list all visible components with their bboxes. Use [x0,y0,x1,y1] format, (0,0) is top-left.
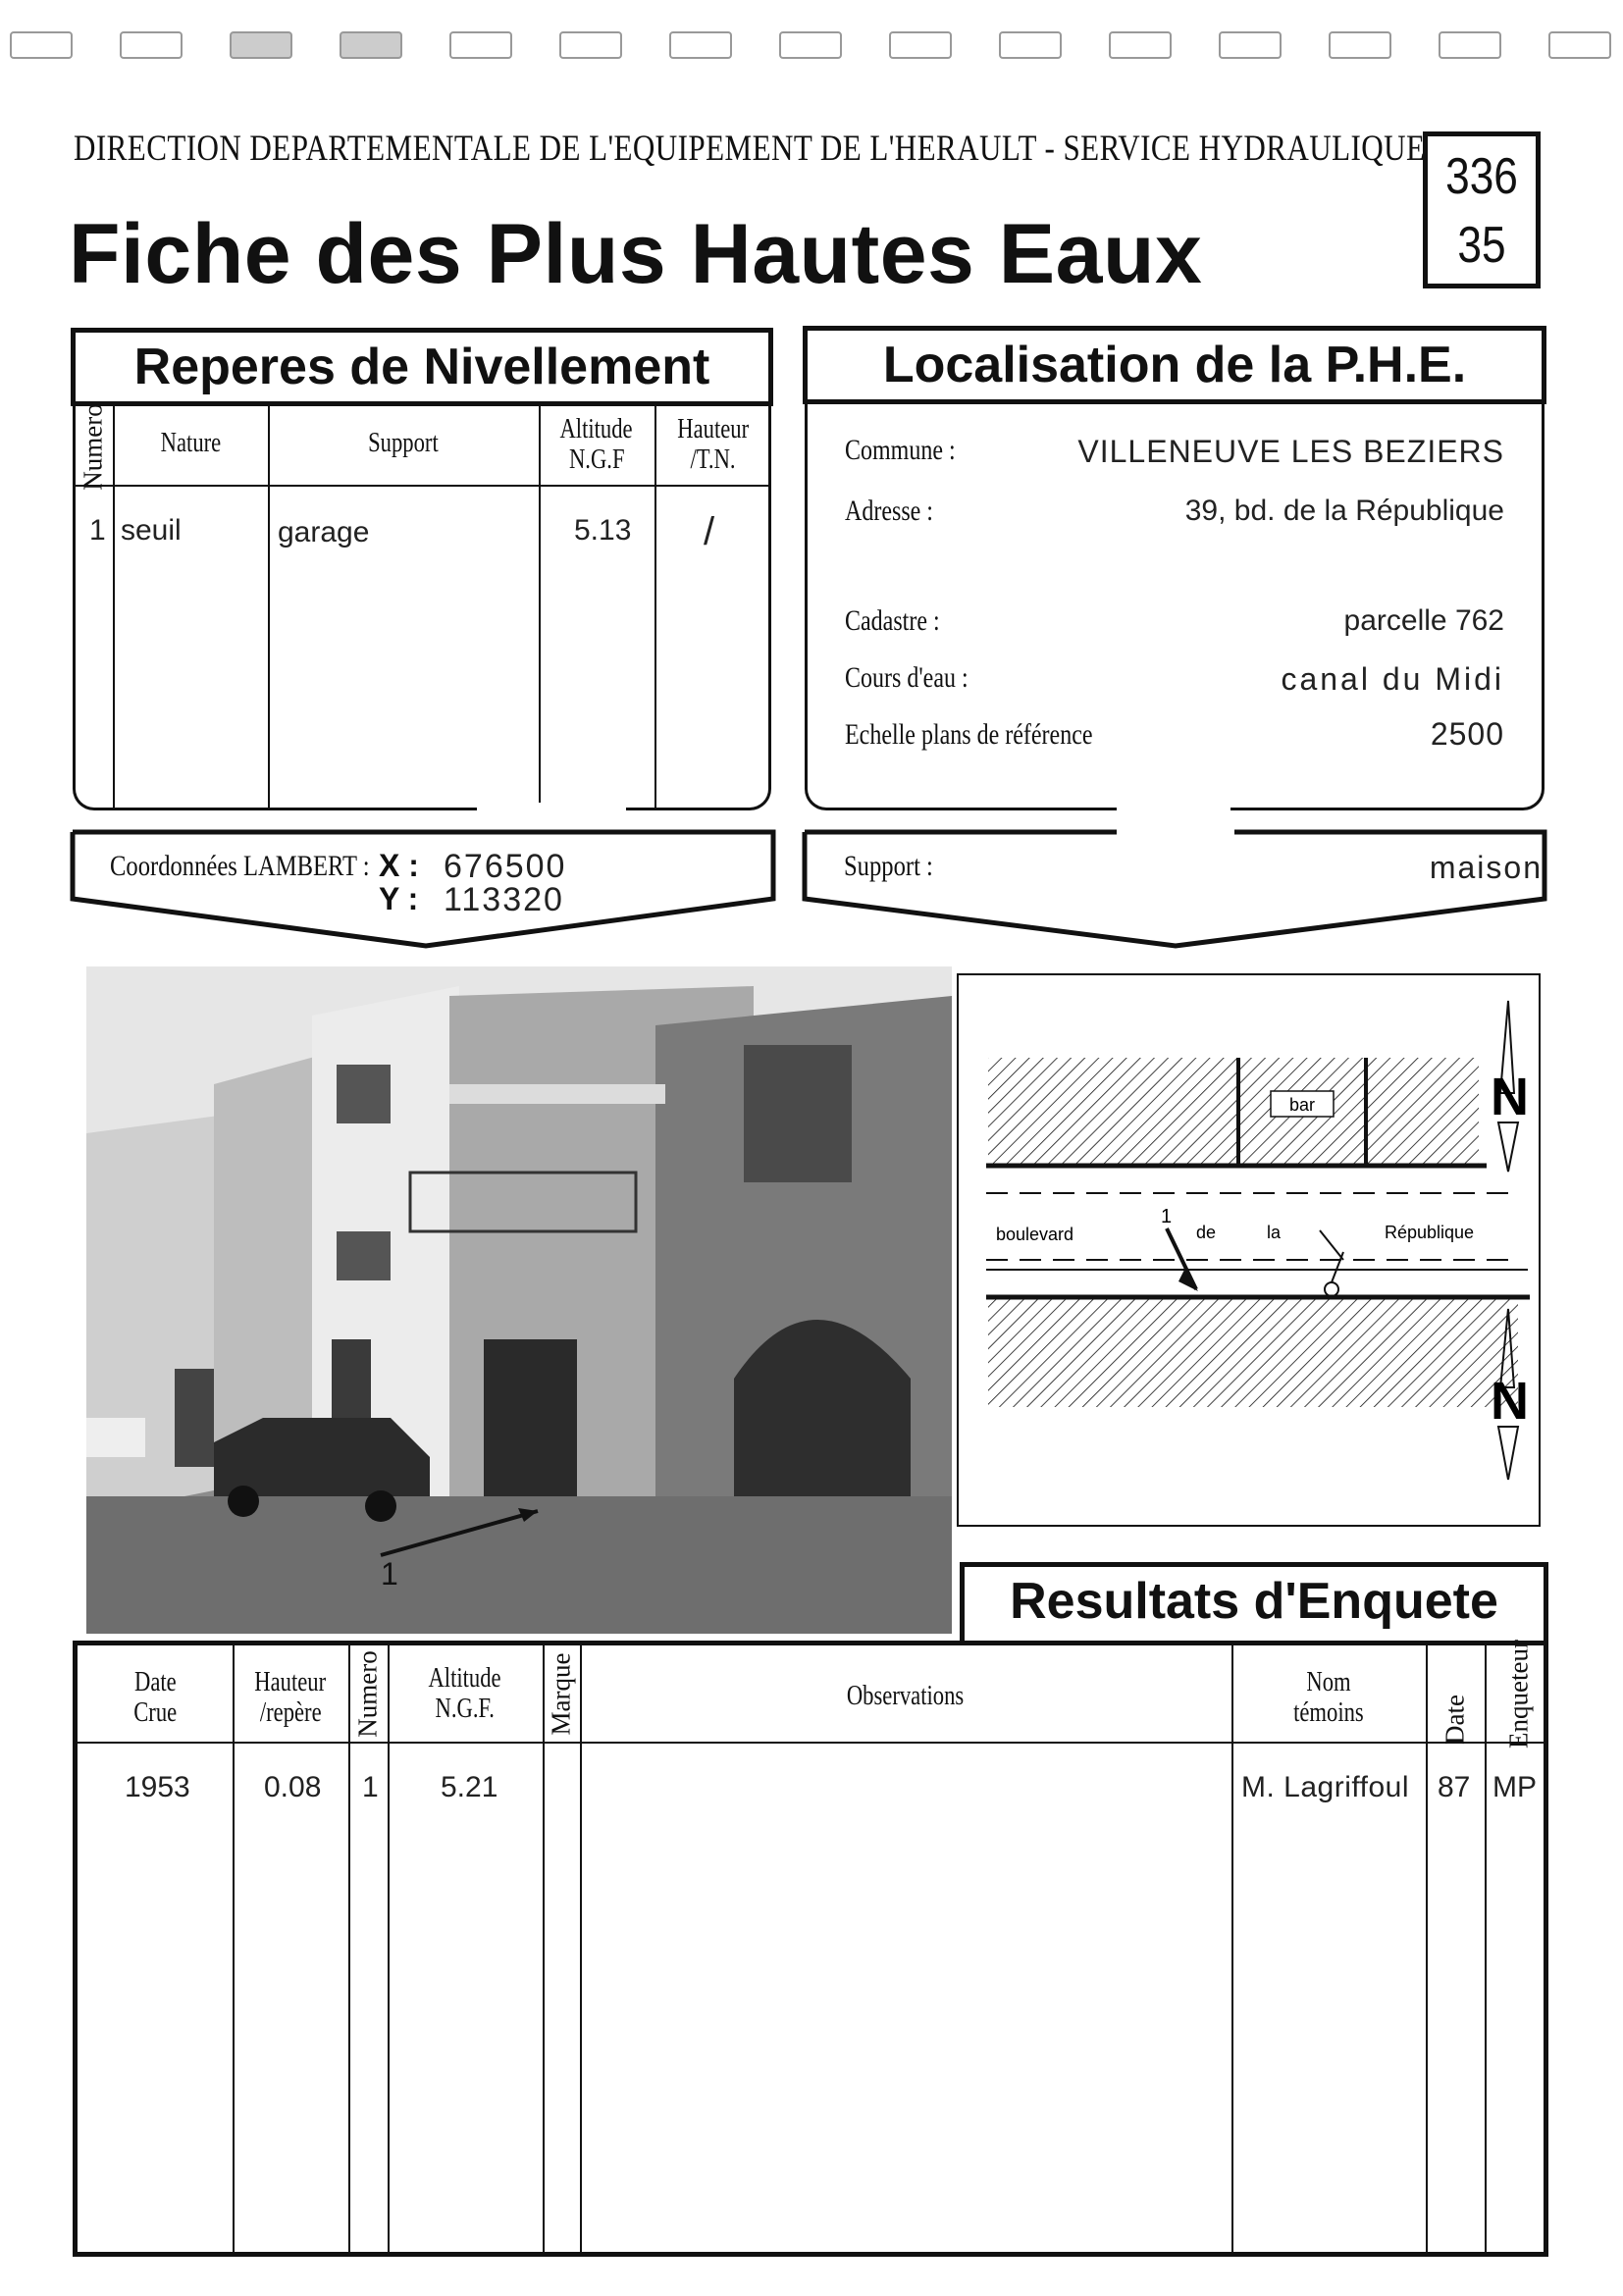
reperes-row-support: garage [278,516,370,548]
punch-hole [1548,31,1611,59]
lambert-y-label: Y : [379,881,419,916]
support-banner [801,824,1548,956]
reperes-row-hauteur: / [704,510,715,553]
lambert-banner [69,824,777,956]
resultats-row-date-crue: 1953 [125,1771,190,1803]
col-header-hauteur-repere: Hauteur /repère [254,1666,327,1728]
reference-box [1423,131,1541,288]
support-value: maison [1429,850,1543,885]
punch-hole [449,31,512,59]
reperes-row-altitude: 5.13 [574,514,632,547]
cours-eau-value: canal du Midi [1281,661,1504,697]
reperes-row-nature: seuil [121,514,182,547]
echelle-label: Echelle plans de référence [845,718,1093,751]
resultats-section-title: Resultats d'Enquete [960,1562,1548,1643]
resultats-table [73,1641,1548,2257]
plan-street-la: la [1267,1223,1282,1242]
punch-hole [230,31,292,59]
punch-hole [10,31,73,59]
photo-marker-label: 1 [381,1556,398,1592]
punch-hole [889,31,952,59]
col-header-date: Date [1440,1695,1470,1745]
plan-street-de: de [1196,1223,1217,1242]
col-header-numero: Numero [352,1650,383,1738]
panel-gap [477,803,626,824]
plan-marker-label: 1 [1161,1206,1173,1227]
col-header-marque: Marque [546,1652,576,1736]
page-title: Fiche des Plus Hautes Eaux [69,207,1203,301]
plan-north-label-bottom: N [1491,1372,1529,1431]
col-header-hauteur: Hauteur /T.N. [677,413,750,475]
plan-bar-label: bar [1288,1095,1316,1115]
resultats-row-nom: M. Lagriffoul [1241,1771,1410,1803]
col-header-nature: Nature [160,427,221,458]
punch-hole [669,31,732,59]
commune-value: VILLENEUVE LES BEZIERS [1077,434,1504,469]
plan-street-republique: République [1385,1223,1475,1242]
cadastre-value: parcelle 762 [1343,604,1504,637]
lambert-label: Coordonnées LAMBERT : [110,850,370,882]
reference-number: 336 [1445,148,1518,205]
punch-hole [1329,31,1391,59]
punch-hole [340,31,402,59]
resultats-row-altitude: 5.21 [441,1771,498,1803]
cadastre-label: Cadastre : [845,604,940,637]
reperes-row-numero: 1 [89,514,106,547]
lambert-x-label: X : [379,848,419,883]
adresse-value: 39, bd. de la République [1184,495,1504,527]
punch-hole [1109,31,1172,59]
col-header-numero: Numero [78,403,108,491]
col-header-altitude: Altitude N.G.F [559,413,634,475]
col-header-date-crue: Date Crue [133,1666,177,1728]
building-photo [86,966,952,1634]
reperes-section-title: Reperes de Nivellement [71,328,773,406]
punch-hole [1219,31,1282,59]
col-header-enqueteur: Enqueteur [1503,1640,1534,1748]
resultats-row-numero: 1 [362,1771,379,1803]
localisation-panel [805,404,1544,810]
plan-north-label: N [1491,1068,1529,1126]
col-header-nom-temoins: Nom témoins [1293,1666,1364,1728]
panel-gap [1117,803,1230,824]
punch-hole [779,31,842,59]
support-label: Support : [844,850,933,882]
cours-eau-label: Cours d'eau : [845,661,969,694]
col-header-support: Support [368,427,439,458]
location-plan [957,973,1541,1527]
localisation-section-title: Localisation de la P.H.E. [803,326,1546,404]
col-header-observations: Observations [847,1680,965,1711]
organization-header: DIRECTION DEPARTEMENTALE DE L'EQUIPEMENT DE L'HERAULT - SERVICE HYDRAULIQUE [74,129,1426,169]
punch-hole [999,31,1062,59]
resultats-row-hauteur: 0.08 [264,1771,322,1803]
commune-label: Commune : [845,434,956,466]
resultats-row-enqueteur: MP [1492,1771,1537,1803]
punch-hole [1439,31,1501,59]
adresse-label: Adresse : [845,495,933,527]
lambert-x-value: 676500 [444,848,567,885]
reperes-table [73,403,771,810]
plan-street-boulevard: boulevard [996,1225,1074,1244]
punch-hole [559,31,622,59]
reference-sub-number: 35 [1457,217,1506,274]
resultats-row-date: 87 [1438,1771,1471,1803]
lambert-y-value: 113320 [444,881,564,918]
echelle-value: 2500 [1430,716,1504,752]
punch-hole [120,31,183,59]
col-header-altitude-ngf: Altitude N.G.F. [428,1662,502,1724]
